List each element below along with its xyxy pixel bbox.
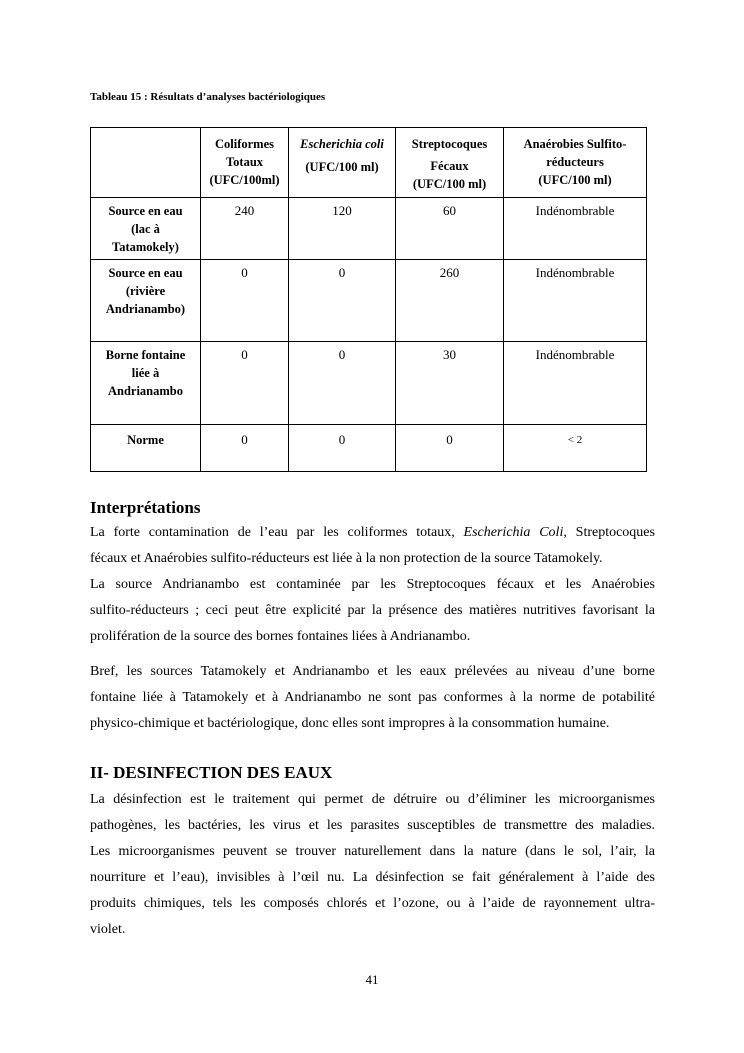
- cell-anaerobies: < 2: [504, 425, 647, 472]
- cell-streptocoques: 260: [396, 260, 504, 342]
- cell-anaerobies: Indénombrable: [504, 342, 647, 425]
- header-empty-cell: [91, 128, 201, 198]
- header-streptocoques-fecaux: Streptocoques Fécaux (UFC/100 ml): [396, 128, 504, 198]
- page-number: 41: [365, 972, 379, 987]
- cell-streptocoques: 60: [396, 198, 504, 260]
- cell-anaerobies: Indénombrable: [504, 198, 647, 260]
- table-header-row: [91, 128, 647, 198]
- interpretations-paragraph-2: Bref, les sources Tatamokely et Andrianambo et les eaux prélevées au niveau d’une borne fontaine liée à Tatamokely et à Andrianambo ne sont pas conformes à la norme de potabilité physico-chimique et bactériologique, donc elles sont impropres à la consommation humaine.: [90, 664, 655, 731]
- row-label: Source en eau (rivière Andrianambo): [91, 260, 201, 342]
- header-anaerobies-sulfito-reducteurs: Anaérobies Sulfito- réducteurs (UFC/100 ml): [504, 128, 647, 198]
- table-row: [91, 198, 647, 260]
- table-caption: Tableau 15 : Résultats d’analyses bactériologiques: [90, 91, 326, 103]
- row-label: Borne fontaine liée à Andrianambo: [91, 342, 201, 425]
- cell-streptocoques: 0: [396, 425, 504, 472]
- cell-ecoli: 0: [289, 425, 396, 472]
- cell-ecoli: 0: [289, 342, 396, 425]
- table-row: [91, 260, 647, 342]
- row-label: Norme: [91, 425, 201, 472]
- interpretations-paragraph-1: La forte contamination de l’eau par les coliformes totaux, Escherichia Coli, Streptocoques fécaux et Anaérobies sulfito-réducteurs est liée à la non protection de la source Tatamokely. La source Andrianambo est contaminée par les Streptocoques fécaux et les Anaérobies sulfito-réducteurs ; ceci peut être explicité par la présence des matières nutritives favorisant la prolifération de la source des bornes fontaines liées à Andrianambo.: [90, 525, 655, 644]
- header-coliformes-totaux: Coliformes Totaux (UFC/100ml): [201, 128, 289, 198]
- cell-coliformes: 0: [201, 425, 289, 472]
- header-escherichia-coli: Escherichia coli (UFC/100 ml): [289, 128, 396, 198]
- table-row: [91, 425, 647, 472]
- cell-ecoli: 120: [289, 198, 396, 260]
- cell-coliformes: 240: [201, 198, 289, 260]
- cell-coliformes: 0: [201, 342, 289, 425]
- cell-anaerobies: Indénombrable: [504, 260, 647, 342]
- bacteriology-results-table: [90, 127, 647, 472]
- section-2-paragraph: La désinfection est le traitement qui permet de détruire ou d’éliminer les microorganismes pathogènes, les bactéries, les virus et les parasites susceptibles de transmettre des maladies. Les microorganismes peuvent se trouver naturellement dans la nature (dans le sol, l’air, la nourriture et l’eau), invisibles à l’œil nu. La désinfection se fait généralement à l’aide des produits chimiques, tels les composés chlorés et l’ozone, ou à l’aide de rayonnement ultra- violet.: [90, 792, 655, 937]
- cell-ecoli: 0: [289, 260, 396, 342]
- table-row: [91, 342, 647, 425]
- cell-coliformes: 0: [201, 260, 289, 342]
- section-2-heading: II- DESINFECTION DES EAUX: [90, 763, 333, 782]
- interpretations-heading: Interprétations: [90, 498, 201, 517]
- cell-streptocoques: 30: [396, 342, 504, 425]
- row-label: Source en eau (lac à Tatamokely): [91, 198, 201, 260]
